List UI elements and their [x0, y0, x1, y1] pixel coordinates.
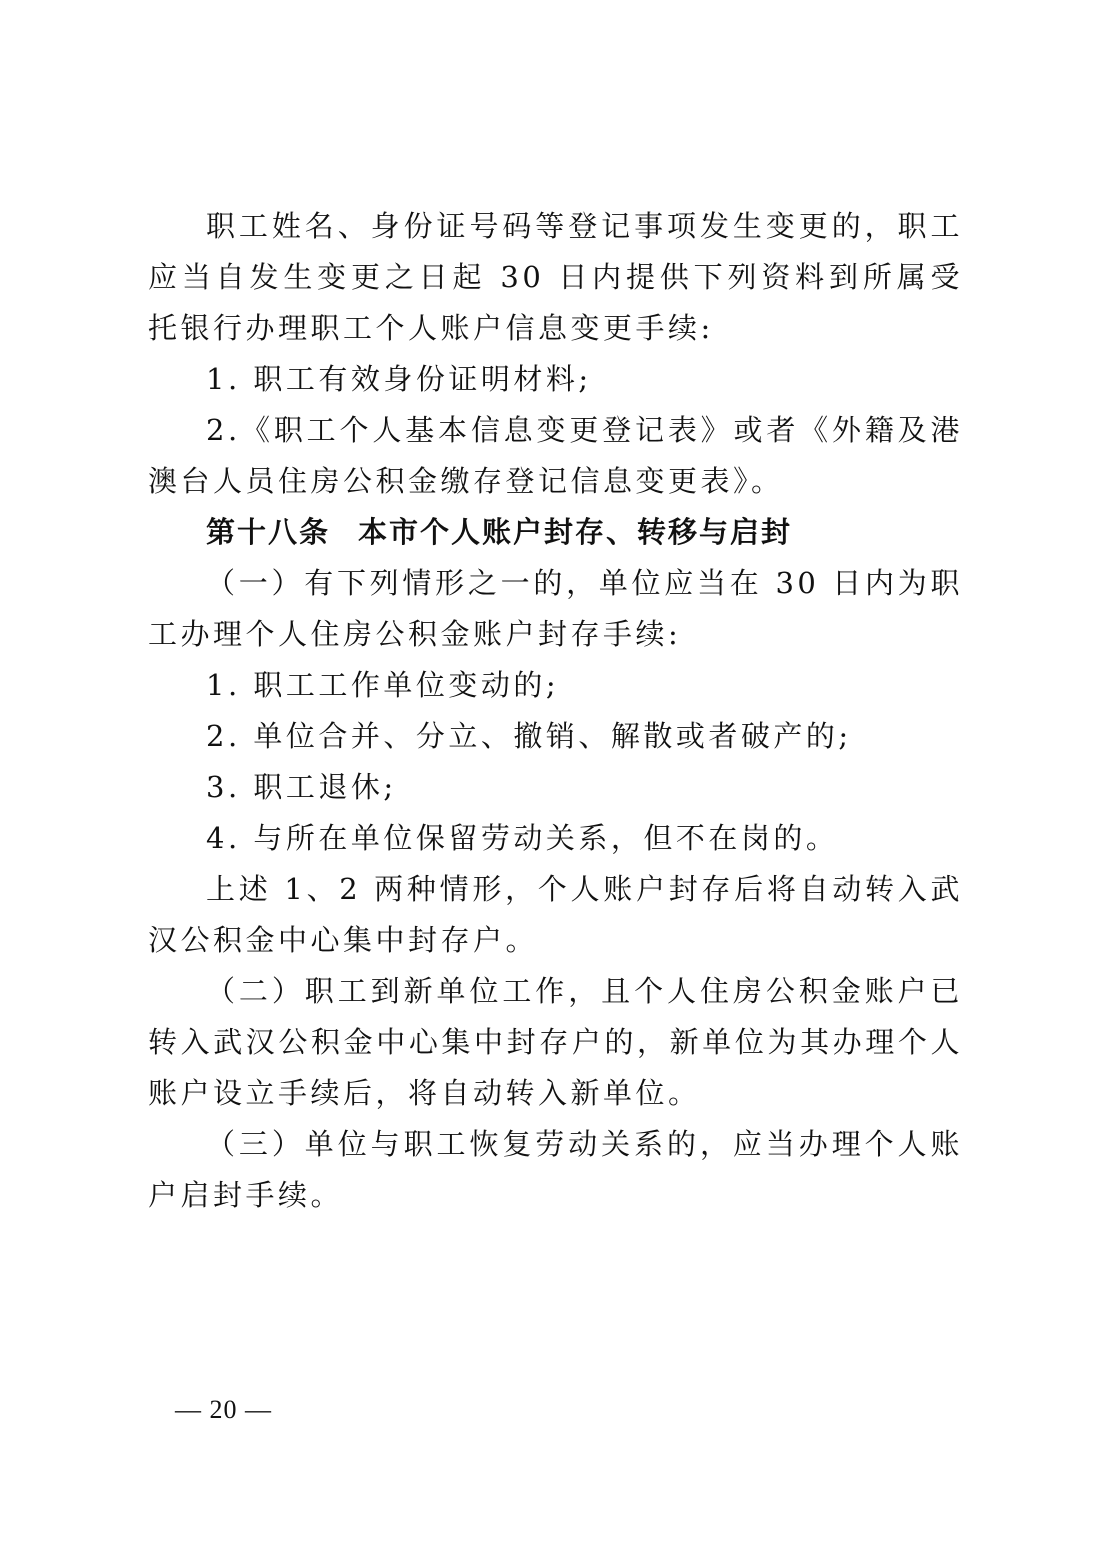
list-item-unit-merge: 2. 单位合并、分立、撤销、解散或者破产的;	[206, 719, 852, 753]
list-item-not-on-post: 4. 与所在单位保留劳动关系，但不在岗的。	[206, 821, 839, 855]
document-body	[148, 201, 963, 1221]
article-number: 第十八条	[206, 515, 331, 549]
list-item-id-materials: 1. 职工有效身份证明材料;	[206, 362, 592, 396]
section-two: （二）职工到新单位工作，且个人住房公积金账户已转入武汉公积金中心集中封存户的，新单位为其办理个人账户设立手续后，将自动转入新单位。	[148, 974, 963, 1110]
list-item-retire: 3. 职工退休;	[206, 770, 397, 804]
article-title: 本市个人账户封存、转移与启封	[358, 515, 793, 549]
list-item-work-change: 1. 职工工作单位变动的;	[206, 668, 560, 702]
section-three: （三）单位与职工恢复劳动关系的，应当办理个人账户启封手续。	[148, 1127, 963, 1212]
article-heading	[148, 507, 963, 558]
paragraph-auto-transfer: 上述 1、2 两种情形，个人账户封存后将自动转入武汉公积金中心集中封存户。	[148, 872, 963, 957]
list-item-change-forms: 2.《职工个人基本信息变更登记表》或者《外籍及港澳台人员住房公积金缴存登记信息变更表》。	[148, 413, 963, 498]
paragraph-registration-change: 职工姓名、身份证号码等登记事项发生变更的，职工应当自发生变更之日起 30 日内提供下列资料到所属受托银行办理职工个人账户信息变更手续:	[148, 209, 963, 345]
section-one: （一）有下列情形之一的，单位应当在 30 日内为职工办理个人住房公积金账户封存手续:	[148, 566, 963, 651]
page-number: — 20 —	[175, 1395, 272, 1424]
